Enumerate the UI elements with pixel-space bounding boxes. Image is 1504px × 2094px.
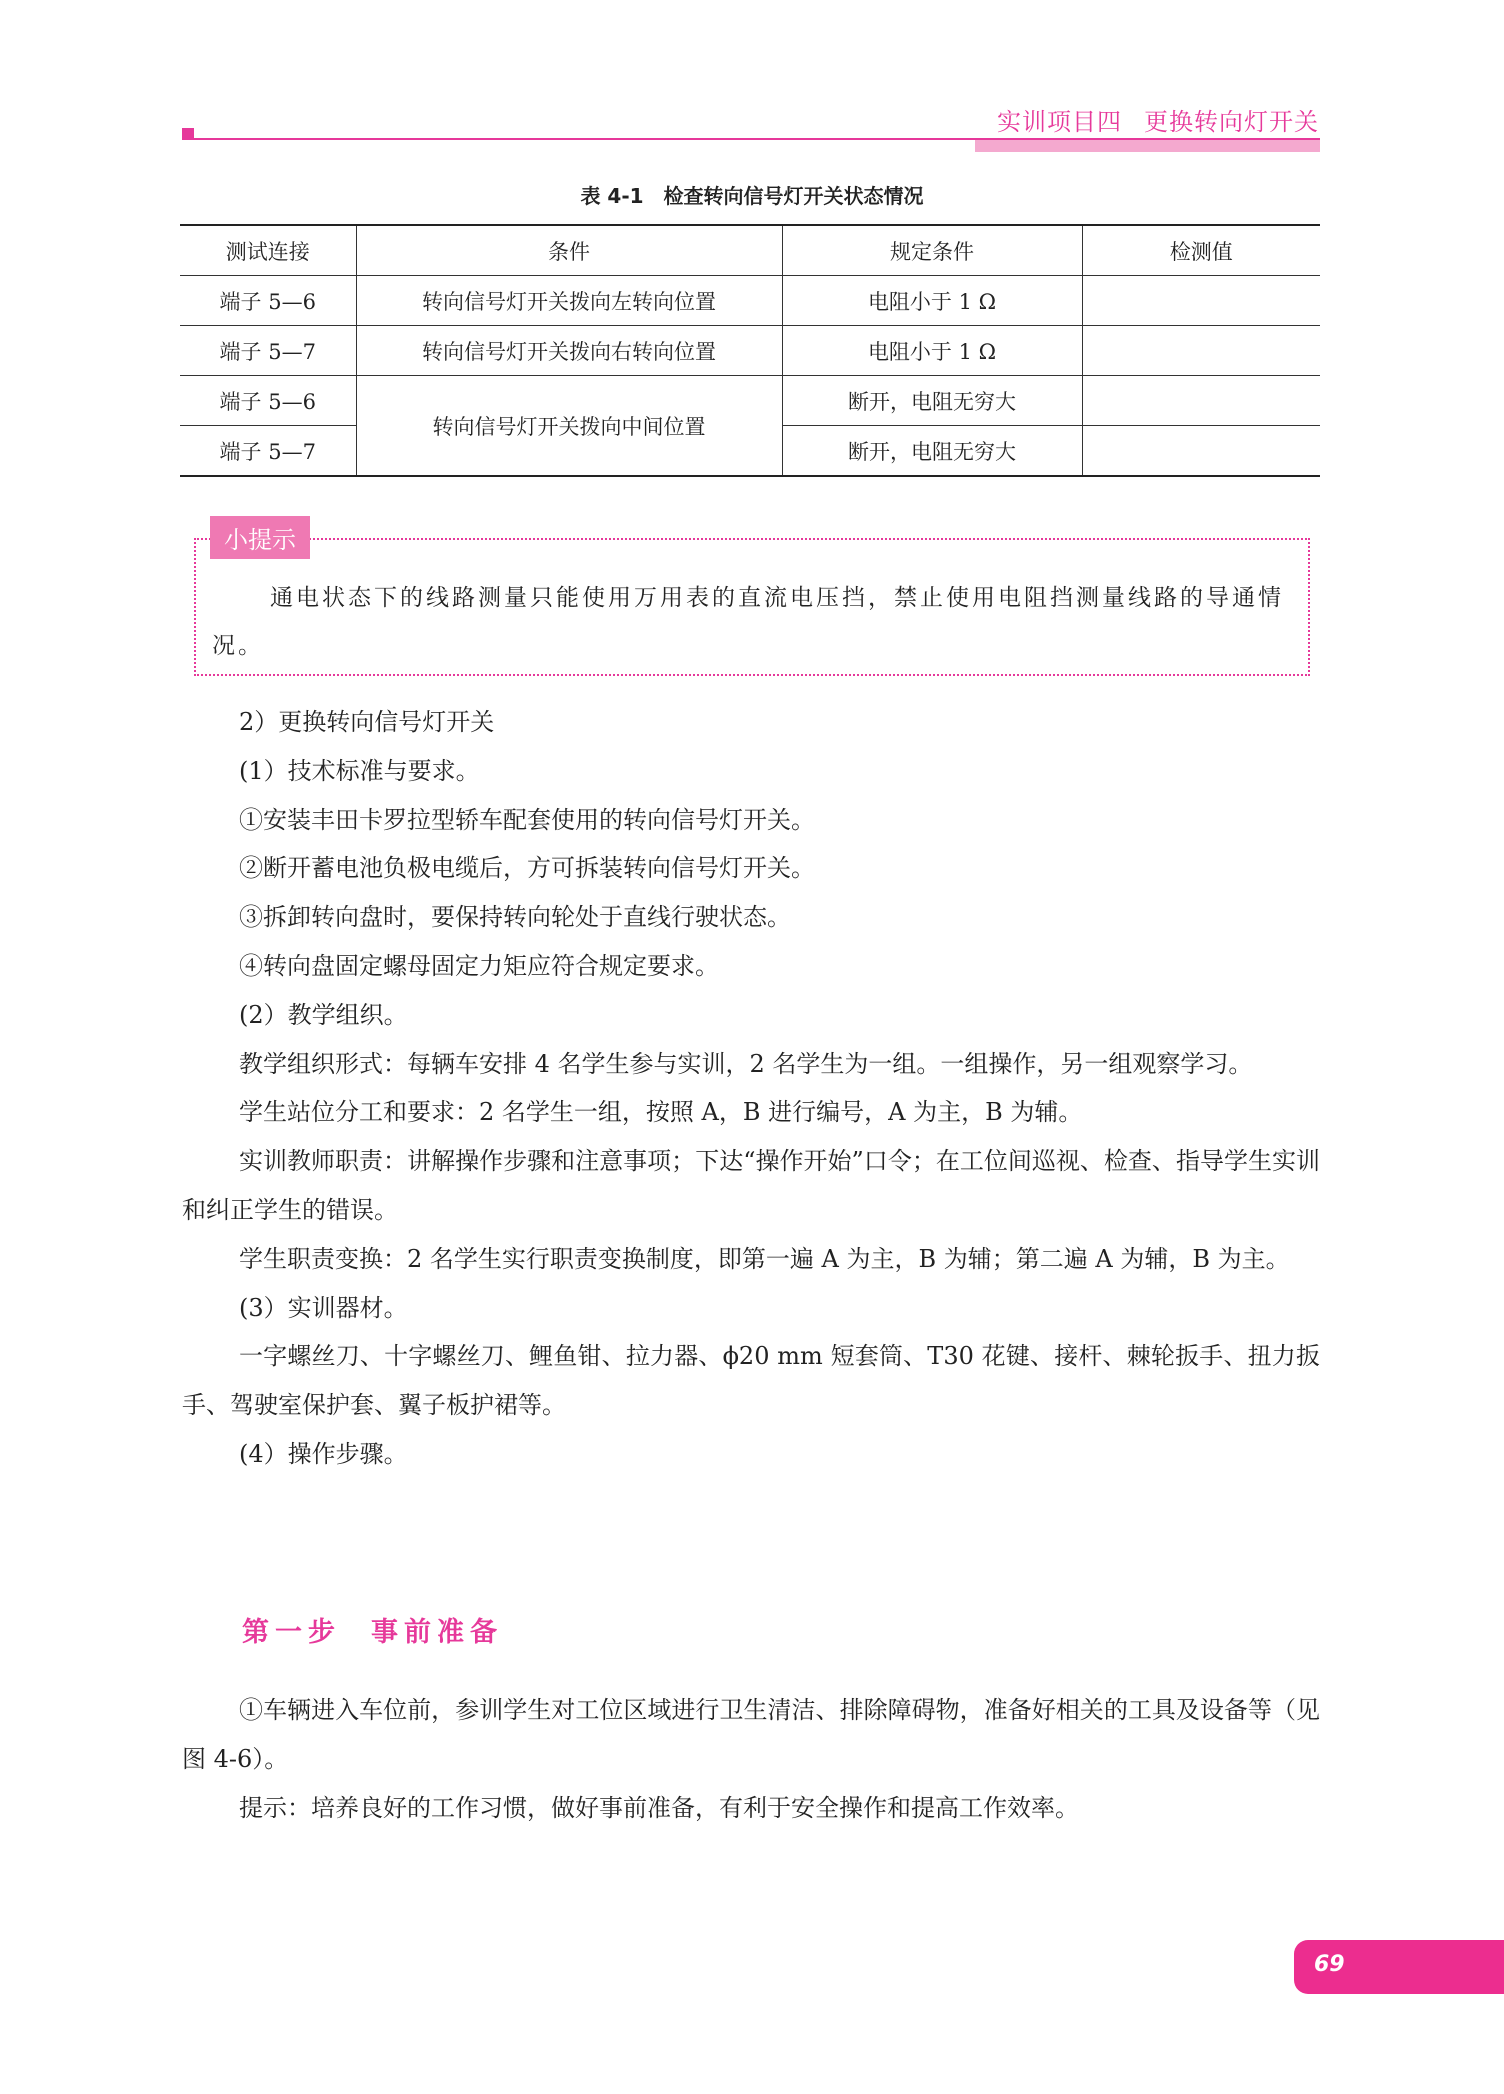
step-title: 事前准备 — [371, 1617, 503, 1648]
step-body-text — [182, 1686, 1320, 1832]
table-header-cell: 测试连接 — [180, 225, 356, 276]
paragraph: 学生职责变换：2 名学生实行职责变换制度，即第一遍 A 为主，B 为辅；第二遍 A 为辅，B 为主。 — [239, 1244, 1290, 1273]
table-cell-measured — [1082, 376, 1320, 426]
paragraph: ①车辆进入车位前，参训学生对工位区域进行卫生清洁、排除障碍物，准备好相关的工具及设备等（见图 4-6）。 — [182, 1696, 1320, 1773]
table-header-cell: 检测值 — [1082, 225, 1320, 276]
table-header-row — [180, 225, 1320, 276]
table-cell-required: 断开，电阻无穷大 — [782, 426, 1082, 477]
paragraph: 教学组织形式：每辆车安排 4 名学生参与实训，2 名学生为一组。一组操作，另一组观察学习。 — [239, 1049, 1253, 1078]
table-cell-connection: 端子 5—6 — [180, 276, 356, 326]
paragraph: (4）操作步骤。 — [239, 1439, 408, 1468]
paragraph: ③拆卸转向盘时，要保持转向轮处于直线行驶状态。 — [239, 903, 791, 932]
page-number: 69 — [1314, 1952, 1345, 1977]
paragraph: (2）教学组织。 — [239, 1000, 408, 1029]
paragraph: (3）实训器材。 — [239, 1293, 408, 1322]
switch-status-table — [180, 224, 1320, 477]
table-row — [180, 326, 1320, 376]
step-number: 第一步 — [242, 1617, 341, 1648]
table-cell-measured — [1082, 326, 1320, 376]
paragraph: ④转向盘固定螺母固定力矩应符合规定要求。 — [239, 951, 719, 980]
paragraph: 一字螺丝刀、十字螺丝刀、鲤鱼钳、拉力器、ϕ20 mm 短套筒、T30 花键、接杆、棘轮扳手、扭力扳手、驾驶室保护套、翼子板护裙等。 — [182, 1342, 1320, 1420]
table-cell-condition: 转向信号灯开关拨向左转向位置 — [356, 276, 782, 326]
header-accent-bar — [975, 140, 1320, 152]
paragraph: 提示：培养良好的工作习惯，做好事前准备，有利于安全操作和提高工作效率。 — [239, 1793, 1079, 1822]
table-cell-connection: 端子 5—6 — [180, 376, 356, 426]
table-cell-required: 电阻小于 1 Ω — [782, 326, 1082, 376]
paragraph: ②断开蓄电池负极电缆后，方可拆装转向信号灯开关。 — [239, 854, 815, 883]
table-cell-required: 断开，电阻无穷大 — [782, 376, 1082, 426]
header-chapter-title: 更换转向灯开关 — [1144, 108, 1319, 136]
body-text — [182, 698, 1320, 1479]
tip-text: 通电状态下的线路测量只能使用万用表的直流电压挡，禁止使用电阻挡测量线路的导通情况。 — [212, 585, 1284, 659]
paragraph: ①安装丰田卡罗拉型轿车配套使用的转向信号灯开关。 — [239, 805, 815, 834]
table-cell-measured — [1082, 276, 1320, 326]
table-cell-measured — [1082, 426, 1320, 477]
page-number-tab — [1294, 1940, 1504, 1994]
table-cell-condition: 转向信号灯开关拨向中间位置 — [356, 376, 782, 477]
tip-label: 小提示 — [210, 516, 310, 559]
table-cell-connection: 端子 5—7 — [180, 426, 356, 477]
table-caption: 表 4-1 检查转向信号灯开关状态情况 — [580, 184, 924, 208]
paragraph: 实训教师职责：讲解操作步骤和注意事项；下达“操作开始”口令；在工位间巡视、检查、指导学生实训和纠正学生的错误。 — [182, 1147, 1320, 1224]
step-heading — [242, 1610, 503, 1649]
paragraph: 学生站位分工和要求：2 名学生一组，按照 A，B 进行编号，A 为主，B 为辅。 — [239, 1098, 1083, 1127]
paragraph: 2）更换转向信号灯开关 — [239, 708, 495, 736]
header-section: 实训项目四 — [997, 108, 1122, 136]
table-cell-required: 电阻小于 1 Ω — [782, 276, 1082, 326]
table-row — [180, 376, 1320, 426]
header-square-marker — [182, 128, 194, 140]
table-cell-condition: 转向信号灯开关拨向右转向位置 — [356, 326, 782, 376]
table-row — [180, 276, 1320, 326]
table-cell-connection: 端子 5—7 — [180, 326, 356, 376]
table-header-cell: 规定条件 — [782, 225, 1082, 276]
table-header-cell: 条件 — [356, 225, 782, 276]
paragraph: (1）技术标准与要求。 — [239, 756, 480, 785]
header-title — [997, 102, 1319, 137]
